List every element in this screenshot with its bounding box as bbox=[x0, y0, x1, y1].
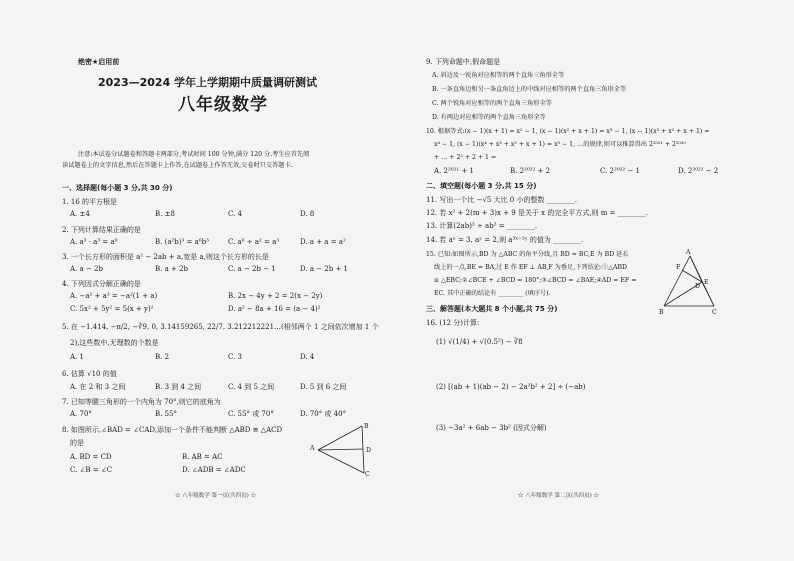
right-page bbox=[400, 0, 794, 561]
q8-label-b: B bbox=[364, 423, 369, 430]
q15-label-b: B bbox=[659, 309, 664, 316]
q8-option-c: C. ∠B = ∠C bbox=[70, 466, 113, 474]
q8-label-c: C bbox=[365, 471, 370, 478]
notice-line-1: 注意:本试卷分试题卷和答题卡两部分,考试时间 100 分钟,满分 120 分.考生应首先阅 bbox=[78, 151, 310, 158]
q9-option-a: A. 斜边及一锐角对应相等的两个直角三角形全等 bbox=[432, 72, 565, 79]
q9-option-c: C. 两个锐角对应相等的两个直角三角形全等 bbox=[432, 100, 552, 107]
q2-option-b: B. (a²b)³ = a⁶b³ bbox=[155, 238, 209, 246]
q8-line-1: 8. 如图所示,∠BAD = ∠CAD,添加一个条件不能判断 △ABD ≌ △ACD bbox=[62, 426, 283, 434]
q7-option-b: B. 55° bbox=[155, 410, 178, 418]
q8-option-d: D. ∠ADB = ∠ADC bbox=[182, 466, 246, 474]
q1-option-b: B. ±8 bbox=[155, 210, 175, 218]
q15-line-1: 15. 已知:如图所示,BD 为 △ABC 的角平分线,且 BD = BC,E 为 BD 延长 bbox=[426, 251, 629, 258]
q15-triangle-figure bbox=[658, 248, 728, 314]
q7-option-a: A. 70° bbox=[70, 410, 92, 418]
q6-stem: 6. 估算 √10 的值 bbox=[62, 370, 117, 378]
q8-option-a: A. BD = CD bbox=[70, 453, 112, 461]
q1-option-d: D. 8 bbox=[300, 210, 315, 218]
q7-stem: 7. 已知等腰三角形的一个内角为 70°,则它的底角为 bbox=[62, 398, 221, 406]
q15-label-d: D bbox=[695, 283, 700, 290]
notice-line-2: 读试题卷上的文字信息,然后在答题卡上作答,在试题卷上作答无效,交卷时只交答题卡. bbox=[62, 162, 293, 169]
q8-option-b: B. AB = AC bbox=[182, 453, 223, 461]
q15-line-3: ≌ △EBC;②∠BCE + ∠BCD = 180°;③∠BCD = ∠BAE;④AD = EF = bbox=[434, 277, 637, 284]
q14: 14. 若 aˣ = 3, aʸ = 2,则 a³ˣ⁻²ʸ 的值为 ________. bbox=[426, 236, 584, 244]
q2-option-d: D. a + a = a² bbox=[300, 238, 346, 246]
q11: 11. 写出一个比 −√5 大比 0 小的整数 ________. bbox=[426, 196, 577, 204]
exam-title: 2023—2024 学年上学期期中质量调研测试 bbox=[98, 76, 318, 89]
q15-label-e: E bbox=[704, 279, 709, 286]
q12: 12. 若 x² + 2(m + 3)x + 9 是关于 x 的完全平方式,则 m = ________. bbox=[426, 209, 648, 217]
q3-option-c: C. a − 2b − 1 bbox=[228, 265, 276, 273]
q13: 13. 计算(2ab)³ ÷ ab² = ________. bbox=[426, 222, 538, 230]
q10-option-a: A. 2²⁰²¹ + 1 bbox=[434, 167, 474, 175]
q6-option-a: A. 在 2 和 3 之间 bbox=[70, 383, 126, 391]
q1-stem: 1. 16 的平方根是 bbox=[62, 198, 118, 206]
q5-line-2: 2),这些数中,无理数的个数是 bbox=[70, 339, 159, 347]
q4-option-b: B. 2x − 4y + 2 = 2(x − 2y) bbox=[228, 292, 323, 300]
q10-line-1: 10. 根据等式:(x − 1)(x + 1) = x² − 1, (x − 1)(x² + x + 1) = x³ − 1, (x − 1)(x³ + x² + x + 1) = bbox=[426, 128, 710, 135]
subject-title: 八年级数学 bbox=[178, 95, 268, 115]
section3-title: 三、解答题(本大题共 8 个小题,共 75 分) bbox=[426, 305, 558, 313]
q8-line-2: 的是 bbox=[70, 439, 84, 447]
q5-option-a: A. 1 bbox=[70, 353, 84, 361]
q10-line-3: + … + 2² + 2 + 1 = bbox=[434, 154, 497, 161]
q4-option-d: D. a² − 8a + 16 = (a − 4)² bbox=[228, 305, 321, 313]
q10-option-b: B. 2²⁰²² + 2 bbox=[510, 167, 551, 175]
q1-option-a: A. ±4 bbox=[70, 210, 90, 218]
q5-line-1: 5. 在 −1.414, −π/2, −∛9, 0, 3.14159265, 22/7, 3.212212221…(相邻两个 1 之间依次增加 1 个 bbox=[62, 323, 379, 331]
q4-option-c: C. 5x² + 5y² = 5(x + y)² bbox=[70, 305, 154, 313]
q7-option-d: D. 70° 或 40° bbox=[300, 410, 347, 418]
q16-part-3: (3) −3a² + 6ab − 3b² (因式分解) bbox=[436, 424, 547, 432]
q10-option-c: C. 2²⁰²² − 1 bbox=[600, 167, 641, 175]
q15-line-4: EC. 其中正确的结论有 ________ (填序号). bbox=[434, 290, 551, 297]
q3-option-a: A. a − 2b bbox=[70, 265, 103, 273]
q5-option-d: D. 4 bbox=[300, 353, 315, 361]
q6-option-c: C. 4 到 5 之间 bbox=[228, 383, 275, 391]
q10-line-2: x⁴ − 1, (x − 1)(x⁴ + x³ + x² + x + 1) = x⁵ − 1, …的规律,则可以推算得出 2²⁰²¹ + 2²⁰²⁰ bbox=[434, 141, 686, 148]
q9-stem: 9. 下列命题中,假命题是 bbox=[426, 58, 501, 66]
q5-option-c: C. 3 bbox=[228, 353, 243, 361]
q16-part-1: (1) √(1/4) + √(0.5²) − ∛8 bbox=[436, 338, 523, 346]
q3-stem: 3. 一个长方形的面积是 a² − 2ab + a,宽是 a,则这个长方形的长是 bbox=[62, 253, 269, 261]
q4-option-a: A. −a² + a³ = −a²(1 + a) bbox=[70, 292, 158, 300]
footer-right: ☆ 八年级数学 第二页(共四页) ☆ bbox=[518, 493, 600, 499]
q10-option-d: D. 2²⁰²² − 2 bbox=[678, 167, 719, 175]
q16-stem: 16. (12 分)计算: bbox=[426, 319, 480, 327]
q6-option-b: B. 3 到 4 之间 bbox=[155, 383, 202, 391]
section1-title: 一、选择题(每小题 3 分,共 30 分) bbox=[62, 184, 173, 192]
q2-option-c: C. a⁶ ÷ a² = a³ bbox=[228, 238, 280, 246]
q9-option-b: B. 一条直角边和另一条直角边上的中线对应相等的两个直角三角形全等 bbox=[432, 86, 627, 93]
q3-option-b: B. a + 2b bbox=[155, 265, 189, 273]
footer-left: ☆ 八年级数学 第一页(共四页) ☆ bbox=[175, 493, 257, 499]
confidential-label: 绝密★启用前 bbox=[78, 58, 120, 66]
q15-label-a: A bbox=[686, 249, 691, 256]
q6-option-d: D. 5 到 6 之间 bbox=[300, 383, 347, 391]
q2-option-a: A. a³ · a³ = a⁹ bbox=[70, 238, 118, 246]
q5-option-b: B. 2 bbox=[155, 353, 170, 361]
q15-line-2: 线上的一点,BE = BA,过 E 作 EF ⊥ AB,F 为垂足,下列结论:①△ABD bbox=[434, 264, 627, 271]
q7-option-c: C. 55° 或 70° bbox=[228, 410, 274, 418]
q9-option-d: D. 有两边对应相等的两个直角三角形全等 bbox=[432, 114, 546, 121]
q8-label-a: A bbox=[310, 445, 315, 452]
q16-part-2: (2) [(ab + 1)(ab − 2) − 2a²b² + 2] ÷ (−ab) bbox=[436, 383, 586, 391]
q1-option-c: C. 4 bbox=[228, 210, 243, 218]
q4-stem: 4. 下列因式分解正确的是 bbox=[62, 280, 141, 288]
section2-title: 二、填空题(每小题 3 分,共 15 分) bbox=[426, 182, 537, 190]
q15-label-f: F bbox=[676, 264, 681, 271]
q8-label-d: D bbox=[366, 447, 371, 454]
q2-stem: 2. 下列计算结果正确的是 bbox=[62, 226, 141, 234]
q15-label-c: C bbox=[712, 309, 717, 316]
q3-option-d: D. a − 2b + 1 bbox=[300, 265, 349, 273]
